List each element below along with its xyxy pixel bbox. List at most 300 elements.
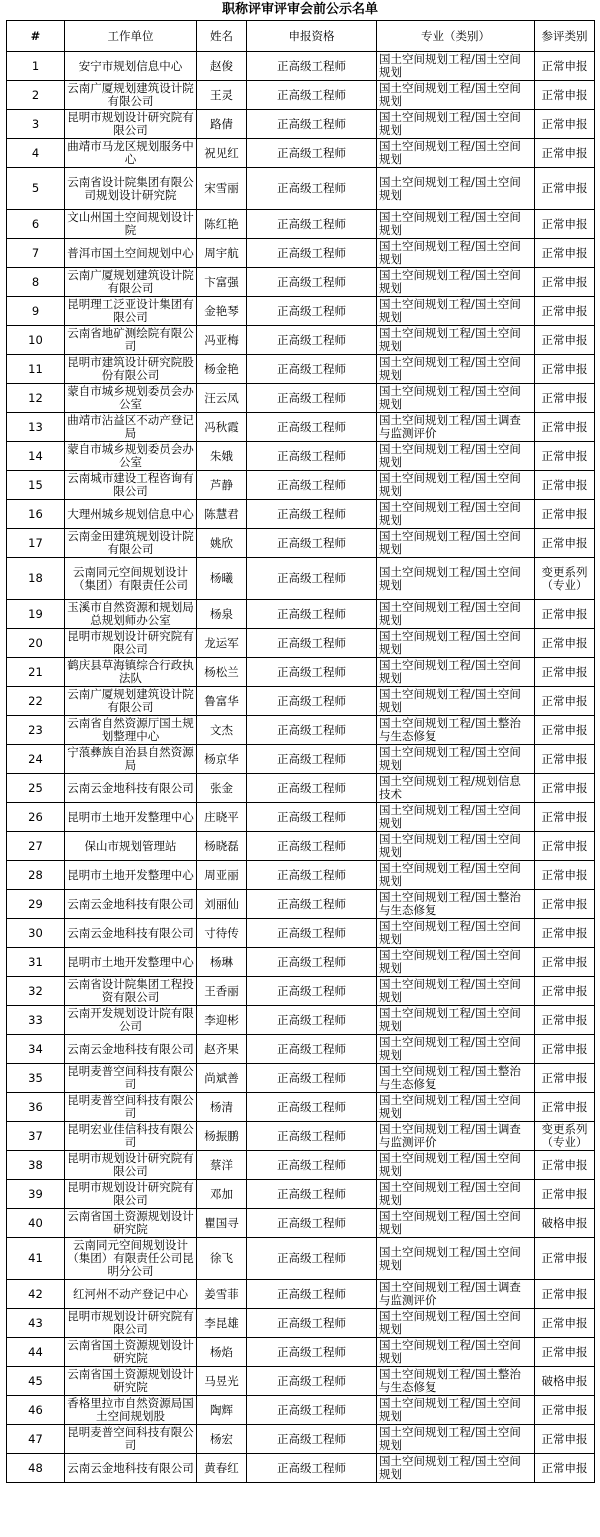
row-index: 26: [7, 803, 65, 832]
specialty-cell: 国土空间规划工程/国土空间规划: [377, 500, 535, 529]
category-cell: 正常申报: [535, 716, 595, 745]
row-index: 39: [7, 1180, 65, 1209]
qualification-cell: 正高级工程师: [247, 413, 377, 442]
header-specialty: 专业（类别）: [377, 21, 535, 52]
qualification-cell: 正高级工程师: [247, 529, 377, 558]
table-row: [7, 629, 595, 658]
row-index: 12: [7, 384, 65, 413]
table-row: [7, 1238, 595, 1280]
qualification-cell: 正高级工程师: [247, 745, 377, 774]
employer-cell: 昆明市土地开发整理中心: [65, 803, 197, 832]
table-row: [7, 500, 595, 529]
specialty-cell: 国土空间规划工程/国土空间规划: [377, 600, 535, 629]
row-index: 17: [7, 529, 65, 558]
specialty-cell: 国土空间规划工程/国土空间规划: [377, 803, 535, 832]
category-cell: 正常申报: [535, 384, 595, 413]
table-row: [7, 1035, 595, 1064]
row-index: 40: [7, 1209, 65, 1238]
specialty-cell: 国土空间规划工程/国土空间规划: [377, 355, 535, 384]
category-cell: 正常申报: [535, 1180, 595, 1209]
table-row: [7, 239, 595, 268]
row-index: 11: [7, 355, 65, 384]
specialty-cell: 国土空间规划工程/国土空间规划: [377, 239, 535, 268]
row-index: 9: [7, 297, 65, 326]
table-row: [7, 326, 595, 355]
row-index: 1: [7, 52, 65, 81]
row-index: 37: [7, 1122, 65, 1151]
employer-cell: 云南广厦规划建筑设计院有限公司: [65, 687, 197, 716]
table-row: [7, 774, 595, 803]
table-row: [7, 1209, 595, 1238]
specialty-cell: 国土空间规划工程/国土空间规划: [377, 1454, 535, 1483]
name-cell: 徐飞: [197, 1238, 247, 1280]
qualification-cell: 正高级工程师: [247, 1454, 377, 1483]
row-index: 31: [7, 948, 65, 977]
employer-cell: 昆明市规划设计研究院有限公司: [65, 1180, 197, 1209]
employer-cell: 云南省设计院集团工程投资有限公司: [65, 977, 197, 1006]
row-index: 42: [7, 1280, 65, 1309]
row-index: 32: [7, 977, 65, 1006]
specialty-cell: 国土空间规划工程/国土整治与生态修复: [377, 1367, 535, 1396]
name-cell: 杨曦: [197, 558, 247, 600]
name-cell: 寸待传: [197, 919, 247, 948]
specialty-cell: 国土空间规划工程/国土空间规划: [377, 1338, 535, 1367]
row-index: 13: [7, 413, 65, 442]
category-cell: 正常申报: [535, 413, 595, 442]
name-cell: 杨清: [197, 1093, 247, 1122]
employer-cell: 大理州城乡规划信息中心: [65, 500, 197, 529]
row-index: 22: [7, 687, 65, 716]
category-cell: 正常申报: [535, 139, 595, 168]
category-cell: 变更系列（专业）: [535, 558, 595, 600]
employer-cell: 昆明市土地开发整理中心: [65, 861, 197, 890]
category-cell: 正常申报: [535, 774, 595, 803]
name-cell: 文杰: [197, 716, 247, 745]
qualification-cell: 正高级工程师: [247, 442, 377, 471]
row-index: 19: [7, 600, 65, 629]
row-index: 7: [7, 239, 65, 268]
specialty-cell: 国土空间规划工程/国土空间规划: [377, 1396, 535, 1425]
specialty-cell: 国土空间规划工程/国土空间规划: [377, 658, 535, 687]
specialty-cell: 国土空间规划工程/国土整治与生态修复: [377, 1064, 535, 1093]
qualification-cell: 正高级工程师: [247, 1006, 377, 1035]
employer-cell: 宁蒗彝族自治县自然资源局: [65, 745, 197, 774]
header-index: #: [7, 21, 65, 52]
name-cell: 宋雪丽: [197, 168, 247, 210]
specialty-cell: 国土空间规划工程/国土空间规划: [377, 948, 535, 977]
qualification-cell: 正高级工程师: [247, 471, 377, 500]
table-row: [7, 52, 595, 81]
row-index: 41: [7, 1238, 65, 1280]
table-row: [7, 558, 595, 600]
name-cell: 王香丽: [197, 977, 247, 1006]
category-cell: 正常申报: [535, 442, 595, 471]
specialty-cell: 国土空间规划工程/国土空间规划: [377, 832, 535, 861]
name-cell: 冯秋霞: [197, 413, 247, 442]
specialty-cell: 国土空间规划工程/国土整治与生态修复: [377, 716, 535, 745]
name-cell: 祝见红: [197, 139, 247, 168]
row-index: 30: [7, 919, 65, 948]
row-index: 5: [7, 168, 65, 210]
name-cell: 杨松兰: [197, 658, 247, 687]
employer-cell: 普洱市国土空间规划中心: [65, 239, 197, 268]
category-cell: 正常申报: [535, 977, 595, 1006]
name-cell: 朱娥: [197, 442, 247, 471]
employer-cell: 昆明市规划设计研究院有限公司: [65, 1151, 197, 1180]
table-row: [7, 948, 595, 977]
row-index: 6: [7, 210, 65, 239]
category-cell: 破格申报: [535, 1209, 595, 1238]
category-cell: 正常申报: [535, 1425, 595, 1454]
qualification-cell: 正高级工程师: [247, 600, 377, 629]
category-cell: 正常申报: [535, 861, 595, 890]
row-index: 45: [7, 1367, 65, 1396]
qualification-cell: 正高级工程师: [247, 1309, 377, 1338]
table-row: [7, 1280, 595, 1309]
row-index: 3: [7, 110, 65, 139]
name-cell: 金艳琴: [197, 297, 247, 326]
employer-cell: 曲靖市马龙区规划服务中心: [65, 139, 197, 168]
table-row: [7, 1338, 595, 1367]
category-cell: 正常申报: [535, 529, 595, 558]
qualification-cell: 正高级工程师: [247, 239, 377, 268]
name-cell: 张金: [197, 774, 247, 803]
specialty-cell: 国土空间规划工程/国土空间规划: [377, 919, 535, 948]
table-row: [7, 861, 595, 890]
specialty-cell: 国土空间规划工程/国土空间规划: [377, 1309, 535, 1338]
row-index: 29: [7, 890, 65, 919]
row-index: 2: [7, 81, 65, 110]
category-cell: 正常申报: [535, 1396, 595, 1425]
name-cell: 陈慧君: [197, 500, 247, 529]
name-cell: 赵齐果: [197, 1035, 247, 1064]
table-row: [7, 1309, 595, 1338]
row-index: 46: [7, 1396, 65, 1425]
category-cell: 正常申报: [535, 110, 595, 139]
publicity-table: [6, 20, 595, 1483]
table-row: [7, 139, 595, 168]
employer-cell: 云南云金地科技有限公司: [65, 1454, 197, 1483]
specialty-cell: 国土空间规划工程/国土空间规划: [377, 52, 535, 81]
category-cell: 正常申报: [535, 1093, 595, 1122]
employer-cell: 云南金田建筑规划设计院有限公司: [65, 529, 197, 558]
qualification-cell: 正高级工程师: [247, 168, 377, 210]
table-row: [7, 977, 595, 1006]
name-cell: 李昆雄: [197, 1309, 247, 1338]
qualification-cell: 正高级工程师: [247, 326, 377, 355]
name-cell: 杨京华: [197, 745, 247, 774]
row-index: 43: [7, 1309, 65, 1338]
table-body: [7, 52, 595, 1483]
table-row: [7, 529, 595, 558]
qualification-cell: 正高级工程师: [247, 139, 377, 168]
table-row: [7, 1180, 595, 1209]
table-row: [7, 210, 595, 239]
header-qualification: 申报资格: [247, 21, 377, 52]
table-row: [7, 1006, 595, 1035]
category-cell: 正常申报: [535, 629, 595, 658]
category-cell: 正常申报: [535, 210, 595, 239]
row-index: 4: [7, 139, 65, 168]
specialty-cell: 国土空间规划工程/国土空间规划: [377, 268, 535, 297]
table-row: [7, 600, 595, 629]
qualification-cell: 正高级工程师: [247, 1367, 377, 1396]
qualification-cell: 正高级工程师: [247, 210, 377, 239]
table-row: [7, 890, 595, 919]
row-index: 20: [7, 629, 65, 658]
employer-cell: 昆明麦普空间科技有限公司: [65, 1064, 197, 1093]
category-cell: 正常申报: [535, 168, 595, 210]
specialty-cell: 国土空间规划工程/国土空间规划: [377, 139, 535, 168]
table-row: [7, 745, 595, 774]
name-cell: 杨晓磊: [197, 832, 247, 861]
employer-cell: 昆明市建筑设计研究院股份有限公司: [65, 355, 197, 384]
table-row: [7, 919, 595, 948]
row-index: 24: [7, 745, 65, 774]
specialty-cell: 国土空间规划工程/国土空间规划: [377, 110, 535, 139]
qualification-cell: 正高级工程师: [247, 81, 377, 110]
row-index: 27: [7, 832, 65, 861]
category-cell: 正常申报: [535, 326, 595, 355]
name-cell: 周亚丽: [197, 861, 247, 890]
name-cell: 芦静: [197, 471, 247, 500]
category-cell: 正常申报: [535, 81, 595, 110]
name-cell: 卞富强: [197, 268, 247, 297]
name-cell: 蔡洋: [197, 1151, 247, 1180]
table-row: [7, 81, 595, 110]
specialty-cell: 国土空间规划工程/国土空间规划: [377, 745, 535, 774]
qualification-cell: 正高级工程师: [247, 297, 377, 326]
category-cell: 正常申报: [535, 600, 595, 629]
qualification-cell: 正高级工程师: [247, 1238, 377, 1280]
specialty-cell: 国土空间规划工程/国土空间规划: [377, 442, 535, 471]
table-row: [7, 1396, 595, 1425]
specialty-cell: 国土空间规划工程/国土空间规划: [377, 1006, 535, 1035]
table-row: [7, 471, 595, 500]
row-index: 28: [7, 861, 65, 890]
employer-cell: 昆明宏业佳信科技有限公司: [65, 1122, 197, 1151]
table-row: [7, 716, 595, 745]
qualification-cell: 正高级工程师: [247, 355, 377, 384]
qualification-cell: 正高级工程师: [247, 629, 377, 658]
name-cell: 龙运军: [197, 629, 247, 658]
name-cell: 杨振鹏: [197, 1122, 247, 1151]
name-cell: 路倩: [197, 110, 247, 139]
employer-cell: 昆明市土地开发整理中心: [65, 948, 197, 977]
qualification-cell: 正高级工程师: [247, 1122, 377, 1151]
specialty-cell: 国土空间规划工程/国土空间规划: [377, 977, 535, 1006]
category-cell: 正常申报: [535, 239, 595, 268]
category-cell: 正常申报: [535, 890, 595, 919]
table-row: [7, 658, 595, 687]
name-cell: 杨金艳: [197, 355, 247, 384]
page-title: 职称评审评审会前公示名单: [221, 2, 378, 17]
specialty-cell: 国土空间规划工程/国土空间规划: [377, 326, 535, 355]
category-cell: 正常申报: [535, 687, 595, 716]
row-index: 47: [7, 1425, 65, 1454]
table-row: [7, 1367, 595, 1396]
row-index: 48: [7, 1454, 65, 1483]
row-index: 10: [7, 326, 65, 355]
table-row: [7, 384, 595, 413]
employer-cell: 安宁市规划信息中心: [65, 52, 197, 81]
row-index: 35: [7, 1064, 65, 1093]
name-cell: 刘丽仙: [197, 890, 247, 919]
category-cell: 正常申报: [535, 803, 595, 832]
name-cell: 鲁富华: [197, 687, 247, 716]
qualification-cell: 正高级工程师: [247, 1396, 377, 1425]
employer-cell: 云南开发规划设计院有限公司: [65, 1006, 197, 1035]
name-cell: 赵俊: [197, 52, 247, 81]
employer-cell: 云南省国土资源规划设计研究院: [65, 1367, 197, 1396]
name-cell: 杨琳: [197, 948, 247, 977]
category-cell: 正常申报: [535, 658, 595, 687]
qualification-cell: 正高级工程师: [247, 1064, 377, 1093]
table-row: [7, 110, 595, 139]
row-index: 23: [7, 716, 65, 745]
table-row: [7, 687, 595, 716]
category-cell: 正常申报: [535, 268, 595, 297]
table-row: [7, 168, 595, 210]
qualification-cell: 正高级工程师: [247, 1035, 377, 1064]
table-row: [7, 442, 595, 471]
table-row: [7, 297, 595, 326]
category-cell: 正常申报: [535, 471, 595, 500]
table-row: [7, 1151, 595, 1180]
specialty-cell: 国土空间规划工程/国土空间规划: [377, 861, 535, 890]
qualification-cell: 正高级工程师: [247, 268, 377, 297]
specialty-cell: 国土空间规划工程/国土空间规划: [377, 558, 535, 600]
employer-cell: 云南同元空间规划设计（集团）有限责任公司昆明分公司: [65, 1238, 197, 1280]
employer-cell: 昆明理工泛亚设计集团有限公司: [65, 297, 197, 326]
row-index: 36: [7, 1093, 65, 1122]
header-category: 参评类别: [535, 21, 595, 52]
category-cell: 正常申报: [535, 1454, 595, 1483]
qualification-cell: 正高级工程师: [247, 558, 377, 600]
employer-cell: 云南省国土资源规划设计研究院: [65, 1338, 197, 1367]
table-row: [7, 1454, 595, 1483]
table-row: [7, 832, 595, 861]
qualification-cell: 正高级工程师: [247, 52, 377, 81]
specialty-cell: 国土空间规划工程/国土空间规划: [377, 297, 535, 326]
employer-cell: 红河州不动产登记中心: [65, 1280, 197, 1309]
row-index: 16: [7, 500, 65, 529]
employer-cell: 云南省自然资源厅国土规划整理中心: [65, 716, 197, 745]
specialty-cell: 国土空间规划工程/国土空间规划: [377, 210, 535, 239]
qualification-cell: 正高级工程师: [247, 1425, 377, 1454]
category-cell: 正常申报: [535, 297, 595, 326]
name-cell: 冯亚梅: [197, 326, 247, 355]
specialty-cell: 国土空间规划工程/国土空间规划: [377, 1035, 535, 1064]
table-row: [7, 1064, 595, 1093]
category-cell: 正常申报: [535, 500, 595, 529]
employer-cell: 云南省地矿测绘院有限公司: [65, 326, 197, 355]
qualification-cell: 正高级工程师: [247, 1180, 377, 1209]
category-cell: 正常申报: [535, 1238, 595, 1280]
employer-cell: 云南云金地科技有限公司: [65, 1035, 197, 1064]
row-index: 14: [7, 442, 65, 471]
specialty-cell: 国土空间规划工程/国土空间规划: [377, 1093, 535, 1122]
specialty-cell: 国土空间规划工程/国土空间规划: [377, 687, 535, 716]
name-cell: 瞿国寻: [197, 1209, 247, 1238]
row-index: 18: [7, 558, 65, 600]
qualification-cell: 正高级工程师: [247, 948, 377, 977]
employer-cell: 云南省国土资源规划设计研究院: [65, 1209, 197, 1238]
employer-cell: 玉溪市自然资源和规划局总规划师办公室: [65, 600, 197, 629]
category-cell: 正常申报: [535, 1309, 595, 1338]
employer-cell: 昆明麦普空间科技有限公司: [65, 1425, 197, 1454]
specialty-cell: 国土空间规划工程/国土空间规划: [377, 81, 535, 110]
row-index: 8: [7, 268, 65, 297]
name-cell: 王灵: [197, 81, 247, 110]
category-cell: 正常申报: [535, 1280, 595, 1309]
employer-cell: 保山市规划管理站: [65, 832, 197, 861]
table-row: [7, 1093, 595, 1122]
category-cell: 正常申报: [535, 948, 595, 977]
row-index: 15: [7, 471, 65, 500]
name-cell: 汪云凤: [197, 384, 247, 413]
qualification-cell: 正高级工程师: [247, 384, 377, 413]
specialty-cell: 国土空间规划工程/规划信息技术: [377, 774, 535, 803]
name-cell: 庄晓平: [197, 803, 247, 832]
category-cell: 正常申报: [535, 1035, 595, 1064]
row-index: 44: [7, 1338, 65, 1367]
row-index: 21: [7, 658, 65, 687]
employer-cell: 昆明市规划设计研究院有限公司: [65, 110, 197, 139]
employer-cell: 云南城市建设工程咨询有限公司: [65, 471, 197, 500]
table-row: [7, 1122, 595, 1151]
employer-cell: 云南广厦规划建筑设计院有限公司: [65, 81, 197, 110]
qualification-cell: 正高级工程师: [247, 774, 377, 803]
employer-cell: 曲靖市沾益区不动产登记局: [65, 413, 197, 442]
employer-cell: 蒙自市城乡规划委员会办公室: [65, 384, 197, 413]
name-cell: 陈红艳: [197, 210, 247, 239]
qualification-cell: 正高级工程师: [247, 687, 377, 716]
employer-cell: 云南广厦规划建筑设计院有限公司: [65, 268, 197, 297]
name-cell: 尚斌善: [197, 1064, 247, 1093]
name-cell: 周宇航: [197, 239, 247, 268]
specialty-cell: 国土空间规划工程/国土调查与监测评价: [377, 413, 535, 442]
name-cell: 姚欣: [197, 529, 247, 558]
employer-cell: 昆明市规划设计研究院有限公司: [65, 1309, 197, 1338]
qualification-cell: 正高级工程师: [247, 500, 377, 529]
row-index: 38: [7, 1151, 65, 1180]
employer-cell: 蒙自市城乡规划委员会办公室: [65, 442, 197, 471]
specialty-cell: 国土空间规划工程/国土调查与监测评价: [377, 1280, 535, 1309]
qualification-cell: 正高级工程师: [247, 1209, 377, 1238]
qualification-cell: 正高级工程师: [247, 110, 377, 139]
employer-cell: 云南同元空间规划设计（集团）有限责任公司: [65, 558, 197, 600]
table-row: [7, 803, 595, 832]
header-name: 姓名: [197, 21, 247, 52]
category-cell: 正常申报: [535, 1151, 595, 1180]
employer-cell: 云南云金地科技有限公司: [65, 919, 197, 948]
name-cell: 李迎彬: [197, 1006, 247, 1035]
category-cell: 破格申报: [535, 1367, 595, 1396]
specialty-cell: 国土空间规划工程/国土空间规划: [377, 384, 535, 413]
qualification-cell: 正高级工程师: [247, 1280, 377, 1309]
employer-cell: 云南云金地科技有限公司: [65, 890, 197, 919]
name-cell: 杨宏: [197, 1425, 247, 1454]
employer-cell: 云南省设计院集团有限公司规划设计研究院: [65, 168, 197, 210]
row-index: 33: [7, 1006, 65, 1035]
row-index: 25: [7, 774, 65, 803]
qualification-cell: 正高级工程师: [247, 919, 377, 948]
name-cell: 马昱光: [197, 1367, 247, 1396]
employer-cell: 文山州国土空间规划设计院: [65, 210, 197, 239]
employer-cell: 鹤庆县草海镇综合行政执法队: [65, 658, 197, 687]
category-cell: 正常申报: [535, 745, 595, 774]
